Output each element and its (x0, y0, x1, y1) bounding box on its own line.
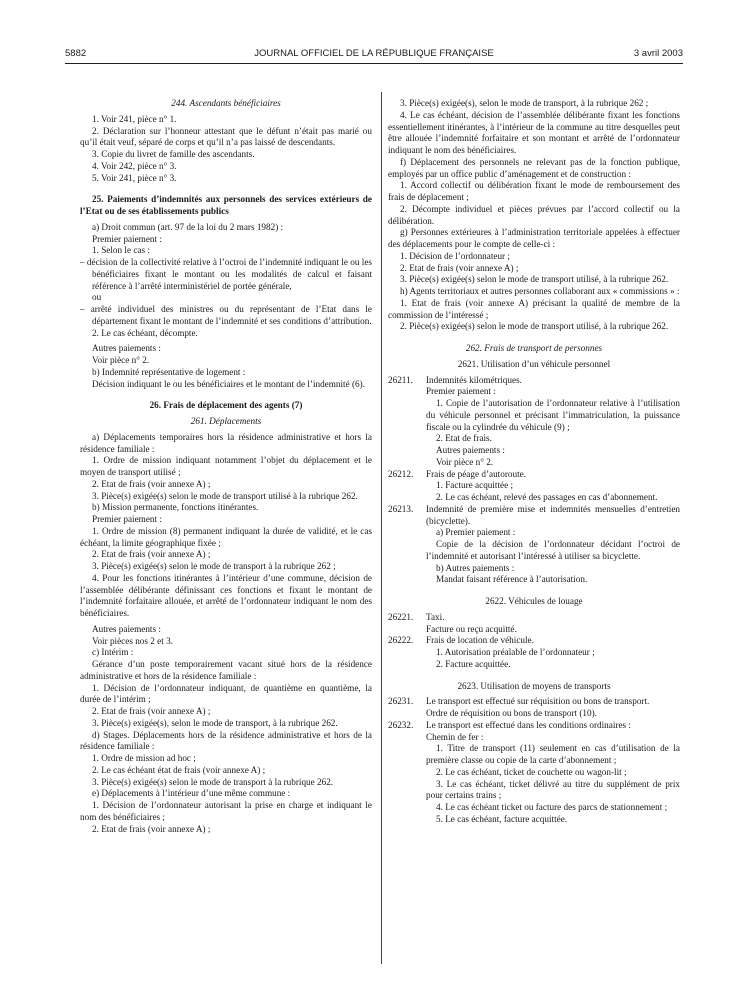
list-item: 2. Etat de frais (voir annexe A) ; (400, 262, 519, 273)
code-label: Le transport est effectué sur réquisition ou bons de transport. (426, 696, 650, 707)
paragraph: e) Déplacements à l’intérieur d’une même commune : (92, 788, 291, 799)
code-label: Le transport est effectué dans les conditions ordinaires : (426, 719, 631, 730)
list-item: 1. Copie de l’autorisation de l’ordonnateur relative à l’utilisation du véhicule personnel et précisant l’immatriculation, la puissance fiscale ou la cylindrée du véhicule (9) ; (426, 398, 680, 432)
paragraph: Ordre de réquisition ou bons de transport (10). (426, 708, 597, 718)
list-item: 2. Déclaration sur l’honneur attestant que le défunt n’était pas marié ou qu’il était veuf, séparé de corps et qu’il n’a pas laissé de descendants. (80, 125, 372, 148)
paragraph: Mandat faisant référence à l’autorisation. (436, 574, 588, 585)
list-item: 5. Le cas échéant, facture acquittée. (436, 813, 568, 824)
list-item: 1. Titre de transport (11) seulement en cas d’utilisation de la première classe ou copie de la carte d’abonnement ; (426, 743, 680, 765)
list-item: 1. Accord collectif ou délibération fixant le mode de remboursement des frais de déplacement ; (388, 180, 680, 202)
paragraph: Facture ou reçu acquitté. (426, 623, 517, 634)
list-item: 2. Etat de frais (voir annexe A) ; (92, 549, 211, 560)
list-item: 1. Autorisation préalable de l’ordonnateur ; (436, 647, 595, 657)
section-heading-2621: 2621. Utilisation d’un véhicule personnel (457, 358, 611, 369)
paragraph: Autres paiements : (92, 623, 161, 634)
paragraph: g) Personnes extérieures à l’administration territoriale appelées à effectuer des déplacements pour le compte de celle-ci : (388, 227, 680, 249)
list-item: – arrêté individuel des ministres ou du représentant de l’Etat dans le département fixant le montant de l’indemnité et ses conditions d’attribution. (80, 304, 372, 326)
page-header (65, 48, 683, 62)
list-item: 2. Décompte individuel et pièces prévues par l’accord collectif ou la délibération. (388, 203, 680, 226)
section-heading-2623: 2623. Utilisation de moyens de transports (457, 680, 611, 691)
code-label: Indemnité de première mise et indemnités mensuelles d’entretien (bicyclette). (426, 503, 680, 526)
code-entry-26222 (388, 635, 680, 647)
paragraph: a) Droit commun (art. 97 de la loi du 2 mars 1982) : (92, 221, 284, 232)
section-heading-25: 25. Paiements d’indemnités aux personnels des services extérieurs de l’Etat ou de ses établissements publics (80, 194, 372, 216)
list-item: 1. Voir 241, pièce n° 1. (92, 113, 177, 124)
paragraph: Premier paiement : (92, 514, 162, 524)
list-item: 2. Facture acquittée. (436, 658, 511, 669)
column-divider (381, 92, 382, 964)
list-item: 4. Le cas échéant ticket ou facture des parcs de stationnement ; (436, 802, 668, 812)
paragraph: h) Agents territoriaux et autres personnes collaborant aux « commissions » : (400, 286, 680, 296)
list-item: 3. Pièce(s) exigée(s), selon le mode de transport, à la rubrique 262. (92, 717, 338, 728)
list-item: 2. Le cas échéant, ticket de couchette ou wagon-lit ; (436, 766, 627, 777)
paragraph: d) Stages. Déplacements hors de la résidence administrative et hors de la résidence familiale : (80, 729, 372, 752)
paragraph: Premier paiement : (92, 233, 162, 244)
paragraph: f) Déplacement des personnels ne relevant pas de la fonction publique, employés par un office public d’aménagement et de construction : (388, 156, 680, 179)
paragraph: Copie de la décision de l’ordonnateur décidant l’octroi de l’indemnité et autorisant l’intéressé à utiliser sa bicyclette. (426, 539, 680, 561)
paragraph: b) Indemnité représentative de logement : (92, 366, 246, 377)
list-item: 3. Pièce(s) exigée(s) selon le mode de transport à la rubrique 262. (92, 776, 334, 787)
code-entry-26211 (388, 375, 680, 387)
list-item: 2. Le cas échéant, relevé des passages en cas d’abonnement. (436, 492, 658, 502)
code-entry-26212 (388, 469, 680, 481)
header-rule (65, 63, 683, 64)
code-number: 26221. (388, 611, 414, 622)
list-item: 2. Etat de frais (voir annexe A) ; (92, 706, 211, 716)
section-heading-261: 261. Déplacements (190, 416, 262, 426)
paragraph: Décision indiquant le ou les bénéficiaires et le montant de l’indemnité (6). (92, 378, 365, 389)
paragraph: b) Mission permanente, fonctions itinérantes. (92, 502, 259, 513)
code-number: 26232. (388, 719, 414, 730)
paragraph: Voir pièces nos 2 et 3. (92, 635, 173, 646)
list-item: – décision de la collectivité relative à l’octroi de l’indemnité indiquant le ou les bénéficiaires fixant le montant ou les modalités de calcul et faisant référence à l’arrêté interministériel de portée générale, (80, 257, 372, 291)
list-item: 3. Pièce(s) exigée(s) selon le mode de transport utilisé à la rubrique 262. (92, 490, 358, 501)
section-heading-262: 262. Frais de transport de personnes (465, 343, 603, 353)
list-item: 4. Voir 242, pièce n° 3. (92, 160, 177, 171)
section-heading-26: 26. Frais de déplacement des agents (7) (149, 400, 303, 411)
list-item: 3. Pièce(s) exigée(s) selon le mode de transport utilisé, à la rubrique 262. (400, 274, 669, 285)
list-item: 1. Ordre de mission ad hoc ; (92, 753, 196, 763)
code-label: Frais de péage d’autoroute. (426, 468, 527, 479)
code-number: 26211. (388, 374, 413, 385)
list-item: 2. Pièce(s) exigée(s) selon le mode de transport utilisé, à la rubrique 262. (400, 321, 669, 332)
list-item: 1. Facture acquittée ; (436, 480, 514, 491)
paragraph: c) Intérim : (92, 647, 134, 658)
code-label: Taxi. (426, 611, 445, 622)
issue-date: 3 avril 2003 (633, 48, 683, 59)
list-item: 1. Selon le cas : (92, 245, 150, 256)
section-heading-2622: 2622. Véhicules de louage (485, 596, 583, 606)
paragraph: Autres paiements : (436, 445, 505, 455)
paragraph: a) Premier paiement : (436, 527, 516, 538)
left-column (80, 98, 372, 835)
list-item: 1. Ordre de mission indiquant notamment l’objet du déplacement et le moyen de transport utilisé ; (80, 455, 372, 477)
list-item: 4. Le cas échéant, décision de l’assemblée délibérante fixant les fonctions essentiellement itinérantes, à l’intérieur de la commune au titre desquelles peut être allouée l’indemnité forfaitaire et son montant et arrêté de l’ordonnateur indiquant le nom des bénéficiaires. (388, 109, 680, 155)
list-item: 1. Décision de l’ordonnateur autorisant la prise en charge et indiquant le nom des bénéficiaires ; (80, 800, 372, 822)
code-entry-26221 (388, 612, 680, 624)
code-entry-26231 (388, 696, 680, 708)
code-number: 26213. (388, 503, 414, 514)
list-item: 2. Etat de frais (voir annexe A) ; (92, 478, 211, 489)
list-item: 2. Le cas échéant état de frais (voir annexe A) ; (92, 764, 266, 775)
list-item: 1. Ordre de mission (8) permanent indiquant la durée de validité, et le cas échéant, la limite géographique fixée ; (80, 525, 372, 548)
paragraph: Voir pièce n° 2. (92, 355, 150, 365)
code-entry-26232 (388, 720, 680, 732)
page-number: 5882 (65, 48, 87, 59)
paragraph: Premier paiement : (426, 386, 496, 397)
code-number: 26212. (388, 468, 414, 479)
paragraph: Chemin de fer : (426, 731, 484, 742)
list-item: 3. Pièce(s) exigée(s) selon le mode de transport à la rubrique 262 ; (92, 561, 336, 571)
list-item: 3. Pièce(s) exigée(s), selon le mode de transport, à la rubrique 262 ; (400, 98, 649, 108)
paragraph: Voir pièce n° 2. (436, 456, 494, 467)
list-item: 2. Etat de frais. (436, 433, 492, 444)
paragraph: Autres paiements : (92, 343, 161, 354)
list-item: 2. Etat de frais (voir annexe A) ; (92, 823, 211, 834)
code-number: 26222. (388, 635, 414, 646)
right-column (388, 98, 680, 826)
paragraph: b) Autres paiements : (436, 562, 515, 573)
code-label: Indemnités kilométriques. (426, 374, 522, 385)
journal-title: JOURNAL OFFICIEL DE LA RÉPUBLIQUE FRANÇAISE (254, 48, 494, 59)
section-heading-244: 244. Ascendants bénéficiaires (171, 98, 281, 108)
code-label: Frais de location de véhicule. (426, 635, 534, 646)
list-item: 5. Voir 241, pièce n° 3. (92, 172, 177, 183)
list-item: 4. Pour les fonctions itinérantes à l’intérieur d’une commune, décision de l’assemblée délibérante définissant ces fonctions et fixant le montant de l’indemnité forfaitaire allouée, et arrêté de l’ordonnateur indiquant le nom des bénéficiaires. (80, 572, 372, 618)
code-number: 26231. (388, 696, 414, 707)
list-item: 1. Décision de l’ordonnateur indiquant, de quantième en quantième, la durée de l’intérim ; (80, 682, 372, 705)
list-item: 1. Décision de l’ordonnateur ; (400, 250, 510, 261)
list-item: 3. Le cas échéant, ticket délivré au titre du supplément de prix pour certains trains ; (426, 778, 680, 801)
paragraph: ou (92, 292, 102, 303)
list-item: 2. Le cas échéant, décompte. (92, 327, 198, 338)
paragraph: a) Déplacements temporaires hors la résidence administrative et hors la résidence familiale : (80, 431, 372, 454)
paragraph: Gérance d’un poste temporairement vacant situé hors de la résidence administrative et hors de la résidence familiale : (80, 659, 372, 681)
code-entry-26213 (388, 504, 680, 528)
list-item: 1. Etat de frais (voir annexe A) précisant la qualité de membre de la commission de l’intéressé ; (388, 297, 680, 320)
list-item: 3. Copie du livret de famille des ascendants. (92, 149, 255, 159)
